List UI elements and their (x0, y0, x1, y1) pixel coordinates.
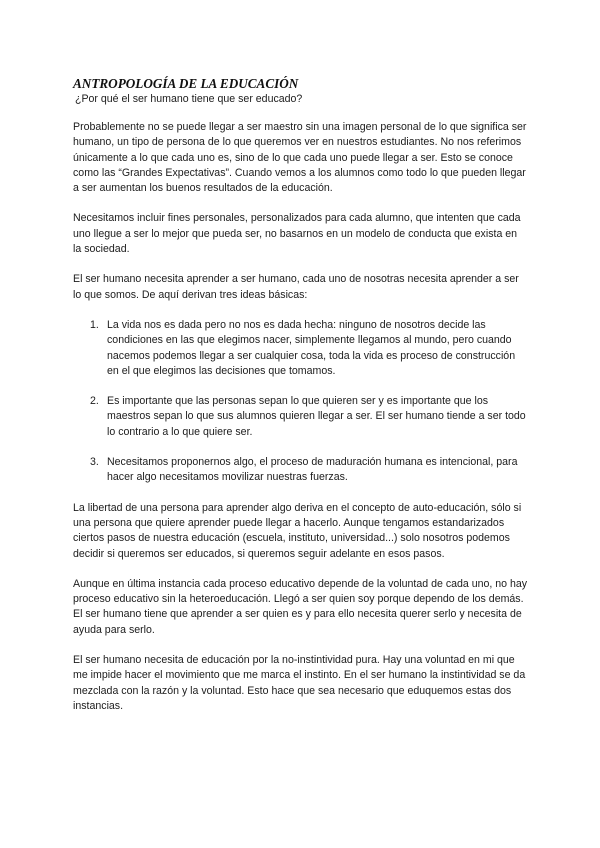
list-item (73, 455, 528, 486)
paragraph-5: Aunque en última instancia cada proceso educativo depende de la voluntad de cada uno, no hay proceso educativo sin la heteroeducación. Llegó a ser quien soy porque dependo de los demás. El ser humano tiene que aprender a ser quien es y para ello necesita querer serlo y necesita de ayuda para serlo. (73, 577, 528, 636)
paragraph-4: La libertad de una persona para aprender algo deriva en el concepto de auto-educación, sólo si una persona que quiere aprender puede llegar a hacerlo. Aunque tengamos estandarizados ciertos pasos de nuestra educación (escuela, instituto, universidad...) solo nosotros podemos decidir si queremos ser educados, si queremos seguir adelante en esos pasos. (73, 501, 522, 560)
document-subtitle: ¿Por qué el ser humano tiene que ser educado? (75, 93, 303, 105)
list-item-number: 3. (90, 456, 99, 469)
list-item (73, 318, 528, 379)
paragraph-6: El ser humano necesita de educación por la no-instintividad pura. Hay una voluntad en mi que me impide hacer el movimiento que me marca el instinto. En el ser humano la instintividad se da mezclada con la razón y la voluntad. Esto hace que sea necesario que eduquemos estas dos instancias. (73, 654, 526, 712)
list-item (73, 394, 528, 440)
paragraph-1: Probablemente no se puede llegar a ser maestro sin una imagen personal de lo que significa ser humano, un tipo de persona de lo que queremos ver en nuestros estudiantes. No nos referimos únicamente a lo que cada uno es, sino de lo que cada uno puede llegar a ser. Esto se conoce como las “Grandes Expectativas”. Cuando vemos a los alumnos como todo lo que pueden llegar a ser aumentan los buenos resultados de la educación. (73, 121, 527, 195)
list-item-number: 2. (90, 395, 99, 408)
list-item-number: 1. (90, 318, 99, 331)
ideas-list (73, 318, 528, 486)
list-item-text: Es importante que las personas sepan lo que quieren ser y es importante que los maestros sepan lo que sus alumnos quieren llegar a ser. El ser humano tiende a ser todo lo contrario a lo que quiere ser. (107, 395, 526, 438)
document-title: ANTROPOLOGÍA DE LA EDUCACIÓN (73, 76, 299, 91)
paragraph-3: El ser humano necesita aprender a ser humano, cada uno de nosotras necesita aprender a ser lo que somos. De aquí derivan tres ideas básicas: (73, 273, 519, 301)
list-item-text: La vida nos es dada pero no nos es dada hecha: ninguno de nosotros decide las condiciones en las que elegimos nacer, simplemente llegamos al mundo, pero cuando nacemos podemos llegar a ser cualquier cosa, toda la vida es proceso de construcción en el que elegimos las decisiones que tomamos. (107, 318, 516, 377)
list-item-text: Necesitamos proponernos algo, el proceso de maduración humana es intencional, para hacer algo necesitamos movilizar nuestras fuerzas. (107, 456, 518, 484)
document-page (73, 76, 528, 714)
paragraph-2: Necesitamos incluir fines personales, personalizados para cada alumno, que intenten que cada uno llegue a ser lo mejor que pueda ser, no basarnos en un modelo de conducta que exista en la sociedad. (73, 212, 521, 256)
